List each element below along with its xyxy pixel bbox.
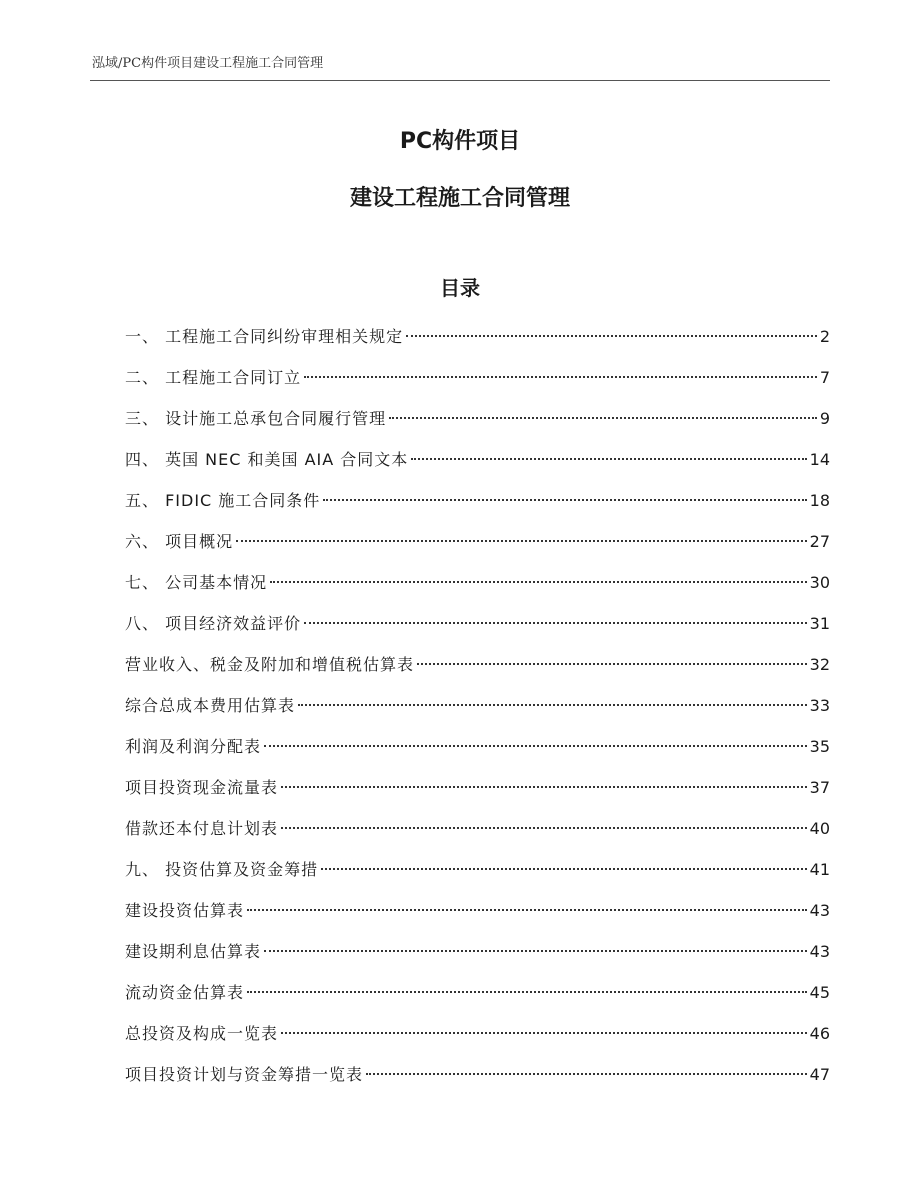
toc-entry-page: 32 xyxy=(809,655,830,674)
toc-entry[interactable] xyxy=(125,936,830,977)
toc-entry-title: 项目投资计划与资金筹措一览表 xyxy=(125,1065,364,1084)
toc-leader-dots xyxy=(247,991,807,993)
toc-entry-title: 二、 工程施工合同订立 xyxy=(125,368,302,387)
toc-entry[interactable] xyxy=(125,977,830,1018)
toc-leader-dots xyxy=(281,786,807,788)
page-header: 泓域/PC构件项目建设工程施工合同管理 xyxy=(92,56,324,71)
toc-entry[interactable] xyxy=(125,321,830,362)
toc-leader-dots xyxy=(264,745,807,747)
toc-entry-title: 利润及利润分配表 xyxy=(125,737,262,756)
toc-entry[interactable] xyxy=(125,608,830,649)
toc-entry-page: 30 xyxy=(809,573,830,592)
toc-leader-dots xyxy=(321,868,807,870)
toc-entry-page: 27 xyxy=(809,532,830,551)
toc-leader-dots xyxy=(366,1073,807,1075)
toc-entry[interactable] xyxy=(125,854,830,895)
toc-entry-page: 41 xyxy=(809,860,830,879)
table-of-contents xyxy=(125,321,830,1100)
toc-entry-title: 八、 项目经济效益评价 xyxy=(125,614,302,633)
toc-entry[interactable] xyxy=(125,772,830,813)
toc-entry[interactable] xyxy=(125,485,830,526)
toc-leader-dots xyxy=(298,704,807,706)
toc-entry-title: 七、 公司基本情况 xyxy=(125,573,268,592)
toc-entry[interactable] xyxy=(125,444,830,485)
toc-entry[interactable] xyxy=(125,1059,830,1100)
toc-entry-page: 18 xyxy=(809,491,830,510)
toc-entry[interactable] xyxy=(125,731,830,772)
toc-leader-dots xyxy=(281,1032,807,1034)
toc-entry-title: 六、 项目概况 xyxy=(125,532,234,551)
toc-entry-title: 三、 设计施工总承包合同履行管理 xyxy=(125,409,387,428)
toc-entry[interactable] xyxy=(125,526,830,567)
header-divider xyxy=(90,80,830,81)
toc-leader-dots xyxy=(323,499,806,501)
toc-leader-dots xyxy=(389,417,817,419)
toc-entry-title: 综合总成本费用估算表 xyxy=(125,696,296,715)
toc-entry-title: 营业收入、税金及附加和增值税估算表 xyxy=(125,655,415,674)
toc-entry[interactable] xyxy=(125,690,830,731)
toc-entry-page: 45 xyxy=(809,983,830,1002)
toc-entry-title: 一、 工程施工合同纠纷审理相关规定 xyxy=(125,327,404,346)
toc-heading: 目录 xyxy=(440,276,480,300)
toc-entry-page: 37 xyxy=(809,778,830,797)
toc-entry-page: 43 xyxy=(809,942,830,961)
toc-leader-dots xyxy=(417,663,807,665)
toc-leader-dots xyxy=(247,909,807,911)
toc-entry[interactable] xyxy=(125,403,830,444)
toc-leader-dots xyxy=(304,622,807,624)
toc-entry-page: 2 xyxy=(819,327,830,346)
toc-entry-page: 35 xyxy=(809,737,830,756)
document-title-line-2: 建设工程施工合同管理 xyxy=(349,186,570,211)
toc-entry[interactable] xyxy=(125,567,830,608)
toc-entry-page: 33 xyxy=(809,696,830,715)
toc-entry-title: 四、 英国 NEC 和美国 AIA 合同文本 xyxy=(125,450,409,469)
toc-entry-title: 借款还本付息计划表 xyxy=(125,819,279,838)
toc-entry-title: 总投资及构成一览表 xyxy=(125,1024,279,1043)
document-title-line-1: PC构件项目 xyxy=(399,129,521,154)
toc-entry[interactable] xyxy=(125,362,830,403)
toc-leader-dots xyxy=(406,335,817,337)
toc-entry-title: 项目投资现金流量表 xyxy=(125,778,279,797)
toc-entry-page: 43 xyxy=(809,901,830,920)
toc-entry-title: 流动资金估算表 xyxy=(125,983,245,1002)
toc-entry-title: 建设期利息估算表 xyxy=(125,942,262,961)
toc-leader-dots xyxy=(236,540,807,542)
toc-leader-dots xyxy=(264,950,807,952)
toc-entry[interactable] xyxy=(125,1018,830,1059)
toc-entry-title: 九、 投资估算及资金筹措 xyxy=(125,860,319,879)
toc-entry[interactable] xyxy=(125,895,830,936)
toc-entry-title: 建设投资估算表 xyxy=(125,901,245,920)
toc-entry-page: 9 xyxy=(819,409,830,428)
toc-entry-page: 7 xyxy=(819,368,830,387)
toc-leader-dots xyxy=(304,376,817,378)
toc-entry-page: 31 xyxy=(809,614,830,633)
toc-leader-dots xyxy=(411,458,806,460)
toc-leader-dots xyxy=(281,827,807,829)
toc-entry-page: 14 xyxy=(809,450,830,469)
toc-entry-title: 五、 FIDIC 施工合同条件 xyxy=(125,491,321,510)
toc-entry[interactable] xyxy=(125,649,830,690)
toc-entry-page: 47 xyxy=(809,1065,830,1084)
toc-leader-dots xyxy=(270,581,807,583)
toc-entry-page: 40 xyxy=(809,819,830,838)
toc-entry-page: 46 xyxy=(809,1024,830,1043)
toc-entry[interactable] xyxy=(125,813,830,854)
